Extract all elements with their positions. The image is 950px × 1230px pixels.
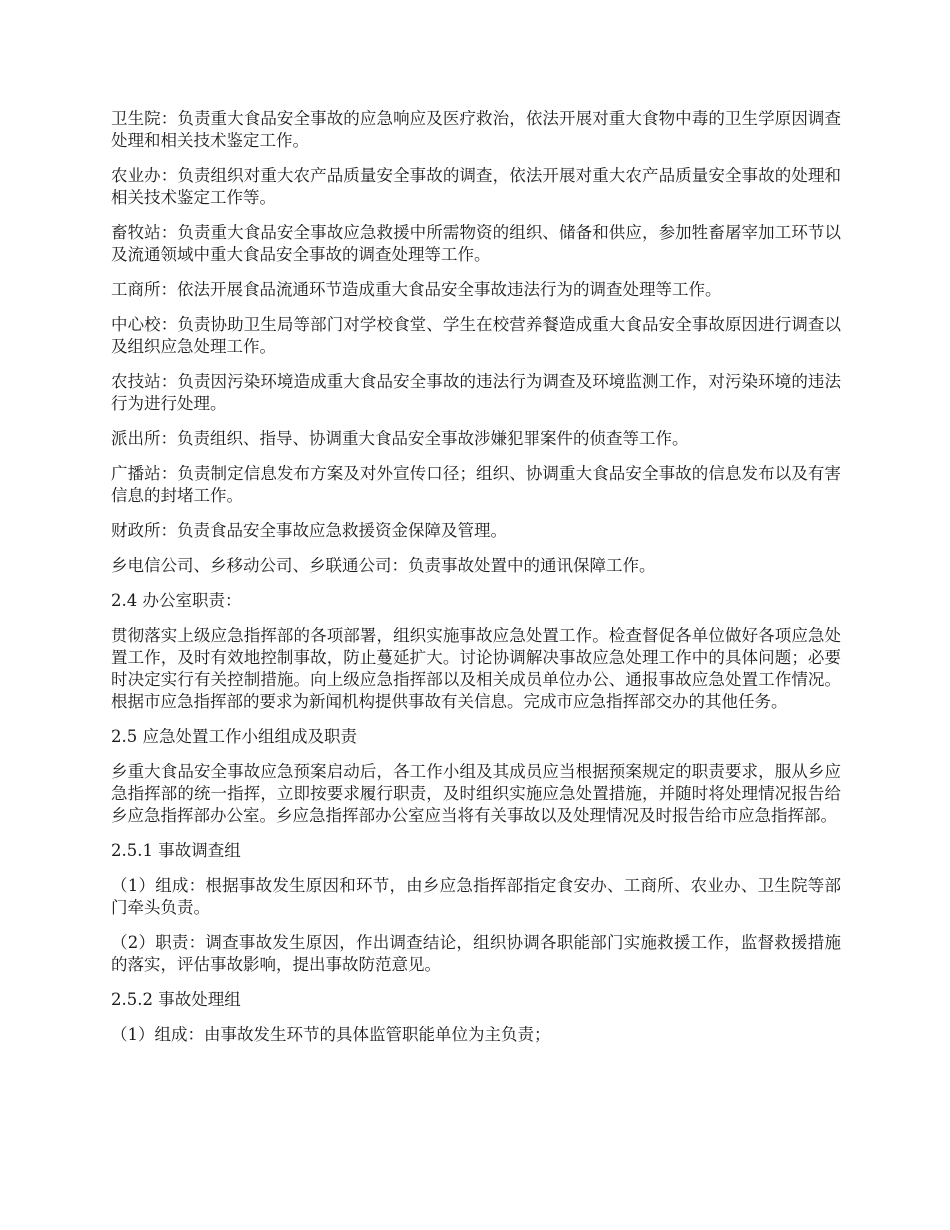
paragraph-industry-commerce: 工商所：依法开展食品流通环节造成重大食品安全事故违法行为的调查处理等工作。: [111, 280, 722, 299]
section-heading-2-5-1: 2.5.1 事故调查组: [111, 841, 241, 860]
paragraph-investigation-composition: （1）组成：根据事故发生原因和环节，由乡应急指挥部指定食安办、工商所、农业办、卫生院等部门牵头负责。: [111, 876, 841, 917]
paragraph-investigation-duties: （2）职责：调查事故发生原因，作出调查结论，组织协调各职能部门实施救援工作，监督救援措施的落实，评估事故影响，提出事故防范意见。: [111, 933, 841, 974]
paragraph-handling-composition: （1）组成：由事故发生环节的具体监管职能单位为主负责；: [111, 1025, 551, 1044]
paragraph-central-school: 中心校：负责协助卫生局等部门对学校食堂、学生在校营养餐造成重大食品安全事故原因进行调查以及组织应急处理工作。: [111, 315, 841, 356]
paragraph-police-station: 派出所：负责组织、指导、协调重大食品安全事故涉嫌犯罪案件的侦查等工作。: [111, 429, 689, 448]
document-body: [111, 108, 841, 1059]
section-heading-2-4: 2.4 办公室职责：: [111, 591, 242, 610]
paragraph-health-center: 卫生院：负责重大食品安全事故的应急响应及医疗救治，依法开展对重大食物中毒的卫生学原因调查处理和相关技术鉴定工作。: [111, 109, 841, 150]
paragraph-office-duties: 贯彻落实上级应急指挥部的各项部署，组织实施事故应急处置工作。检查督促各单位做好各项应急处置工作，及时有效地控制事故，防止蔓延扩大。讨论协调解决事故应急处理工作中的具体问题；必要时决定实行有关控制措施。向上级应急指挥部以及相关成员单位办公、通报事故应急处置工作情况。根据市应急指挥部的要求为新闻机构提供事故有关信息。完成市应急指挥部交办的其他任务。: [111, 626, 841, 711]
paragraph-working-groups: 乡重大食品安全事故应急预案启动后，各工作小组及其成员应当根据预案规定的职责要求，服从乡应急指挥部的统一指挥，立即按要求履行职责，及时组织实施应急处置措施，并随时将处理情况报告给乡应急指挥部办公室。乡应急指挥部办公室应当将有关事故以及处理情况及时报告给市应急指挥部。: [111, 762, 841, 825]
paragraph-agriculture-office: 农业办：负责组织对重大农产品质量安全事故的调查，依法开展对重大农产品质量安全事故的处理和相关技术鉴定工作等。: [111, 166, 841, 207]
section-heading-2-5-2: 2.5.2 事故处理组: [111, 990, 241, 1009]
paragraph-telecom-companies: 乡电信公司、乡移动公司、乡联通公司：负责事故处置中的通讯保障工作。: [111, 556, 656, 575]
paragraph-agri-tech-station: 农技站：负责因污染环境造成重大食品安全事故的违法行为调查及环境监测工作，对污染环境的违法行为进行处理。: [111, 372, 841, 413]
paragraph-finance-office: 财政所：负责食品安全事故应急救援资金保障及管理。: [111, 521, 507, 540]
paragraph-broadcast-station: 广播站：负责制定信息发布方案及对外宣传口径；组织、协调重大食品安全事故的信息发布以及有害信息的封堵工作。: [111, 464, 841, 505]
section-heading-2-5: 2.5 应急处置工作小组组成及职责: [111, 727, 357, 746]
paragraph-livestock-station: 畜牧站：负责重大食品安全事故应急救援中所需物资的组织、储备和供应，参加牲畜屠宰加工环节以及流通领域中重大食品安全事故的调查处理等工作。: [111, 223, 841, 264]
